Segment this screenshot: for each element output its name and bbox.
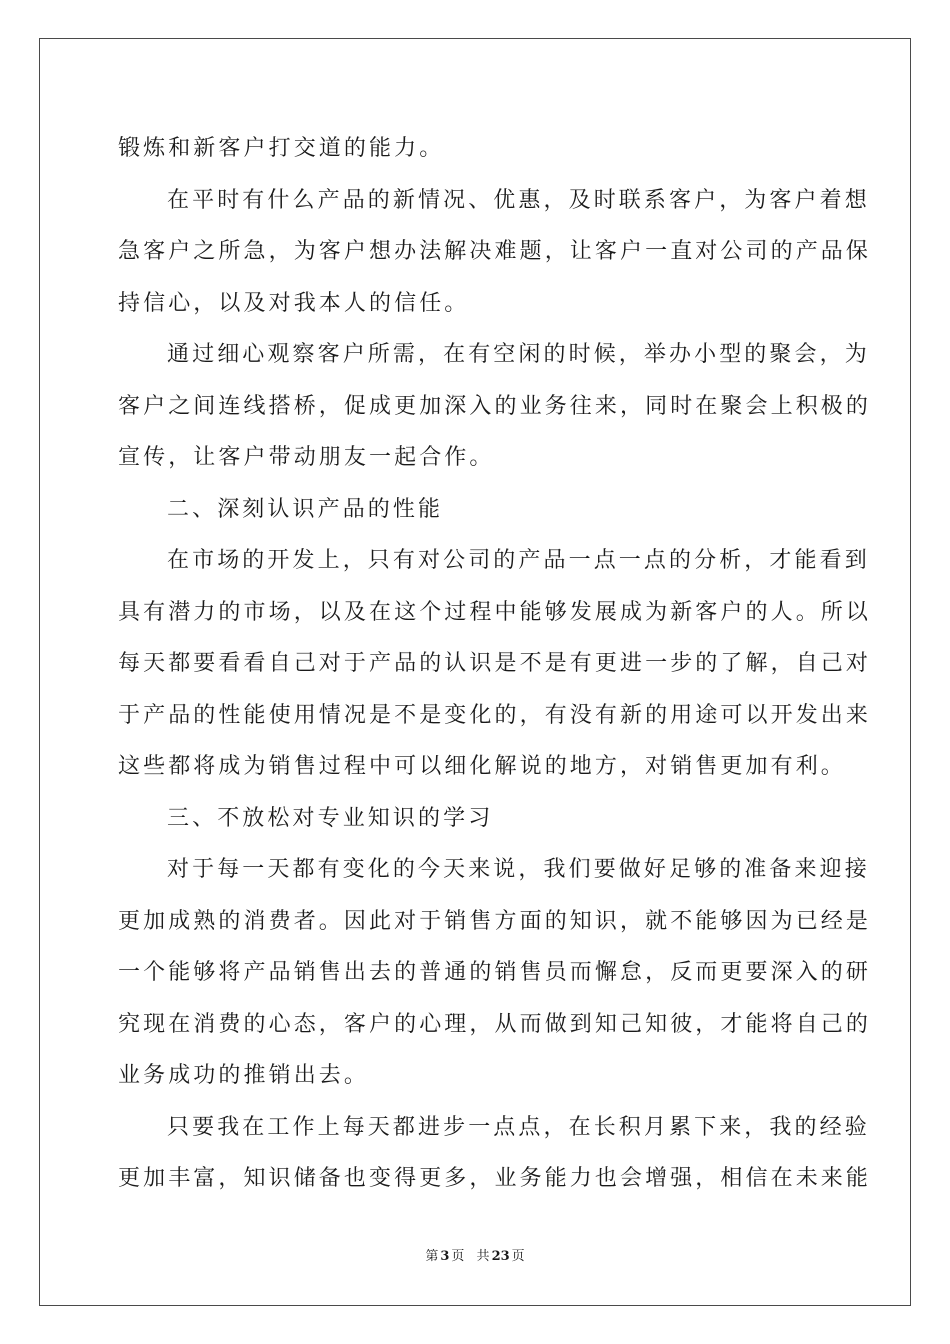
text-line: 于产品的性能使用情况是不是变化的，有没有新的用途可以开发出来	[118, 702, 872, 728]
text-line: 宣传，让客户带动朋友一起合作。	[118, 445, 495, 470]
text-line: 急客户之所急，为客户想办法解决难题，让客户一直对公司的产品保	[118, 239, 872, 264]
page-number: 3	[440, 1249, 450, 1264]
text-line: 三、不放松对专业知识的学习	[167, 805, 494, 831]
text-line: 更加丰富，知识储备也变得更多，业务能力也会增强，相信在未来能	[118, 1166, 872, 1191]
total-pages-indicator: 共 23 页	[476, 1249, 525, 1264]
text-line: 在市场的开发上，只有对公司的产品一点一点的分析，才能看到	[167, 548, 870, 573]
text-line: 在平时有什么产品的新情况、优惠，及时联系客户，为客户着想	[167, 187, 870, 213]
text-line: 只要我在工作上每天都进步一点点，在长积月累下来，我的经验	[167, 1114, 870, 1140]
text-line: 业务成功的推销出去。	[118, 1063, 370, 1088]
total-pages: 23	[491, 1249, 510, 1264]
text-line: 更加成熟的消费者。因此对于销售方面的知识，就不能够因为已经是	[118, 908, 872, 934]
text-line: 究现在消费的心态，客户的心理，从而做到知己知彼，才能将自己的	[118, 1011, 872, 1037]
page-indicator: 第 3 页	[425, 1249, 465, 1264]
text-line: 一个能够将产品销售出去的普通的销售员而懈怠，反而更要深入的研	[118, 960, 872, 985]
text-line: 通过细心观察客户所需，在有空闲的时候，举办小型的聚会，为	[167, 342, 870, 367]
text-line: 具有潜力的市场，以及在这个过程中能够发展成为新客户的人。所以	[118, 599, 872, 625]
page-footer	[0, 1245, 950, 1264]
text-line: 客户之间连线搭桥，促成更加深入的业务往来，同时在聚会上积极的	[118, 393, 872, 419]
text-line: 二、深刻认识产品的性能	[167, 496, 444, 522]
text-line: 锻炼和新客户打交道的能力。	[118, 136, 445, 161]
text-line: 每天都要看看自己对于产品的认识是不是有更进一步的了解，自己对	[118, 651, 872, 676]
text-line: 对于每一天都有变化的今天来说，我们要做好足够的准备来迎接	[167, 857, 870, 882]
text-line: 这些都将成为销售过程中可以细化解说的地方，对销售更加有利。	[118, 754, 846, 779]
text-line: 持信心，以及对我本人的信任。	[118, 290, 470, 316]
document-body	[118, 123, 872, 1205]
